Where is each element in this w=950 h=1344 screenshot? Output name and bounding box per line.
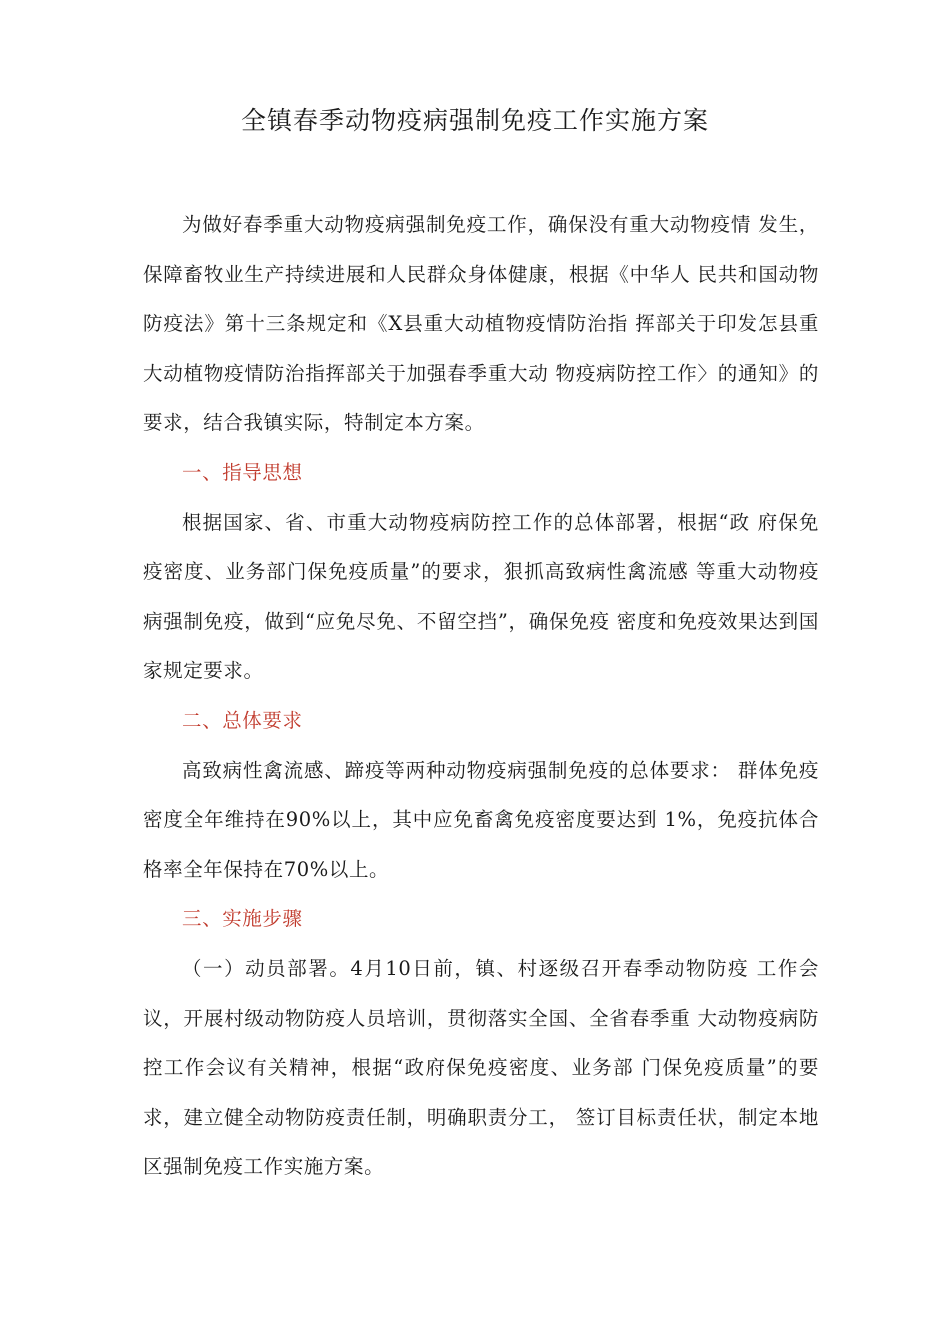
section-heading-general-requirements: 二、总体要求 [182,708,303,732]
section-body-guiding-ideology: 根据国家、省、市重大动物疫病防控工作的总体部署，根据“政 府保免疫密度、业务部门保免疫质量”的要求，狠抓高致病性禽流感 等重大动物疫病强制免疫，做到“应免尽免、不留空挡”，确保免疫 密度和免疫效果达到国家规定要求。 [143,510,819,683]
section-heading-implementation-steps: 三、实施步骤 [182,907,303,931]
document-title: 全镇春季动物疫病强制免疫工作实施方案 [240,106,709,135]
intro-paragraph: 为做好春季重大动物疫病强制免疫工作，确保没有重大动物疫情 发生，保障畜牧业生产持续进展和人民群众身体健康，根据《中华人 民共和国动物防疫法》第十三条规定和《X县重大动植物疫情防治指 挥部关于印发怎县重大动植物疫情防治指挥部关于加强春季重大动 物疫病防控工作〉的通知》的要求，结合我镇实际，特制定本方案。 [143,213,819,435]
section-heading-guiding-ideology: 一、指导思想 [182,460,303,484]
document-body [143,200,819,1192]
section-body-general-requirements: 高致病性禽流感、蹄疫等两种动物疫病强制免疫的总体要求： 群体免疫密度全年维持在90%以上，其中应免畜禽免疫密度要达到 1%，免疫抗体合格率全年保持在70%以上。 [143,758,819,881]
step-mobilization-paragraph: （一）动员部署。4月10日前，镇、村逐级召开春季动物防疫 工作会议，开展村级动物防疫人员培训，贯彻落实全国、全省春季重 大动物疫病防控工作会议有关精神，根据“政府保免疫密度、业务部 门保免疫质量”的要求，建立健全动物防疫责任制，明确职责分工， 签订目标责任状，制定本地区强制免疫工作实施方案。 [143,956,819,1179]
